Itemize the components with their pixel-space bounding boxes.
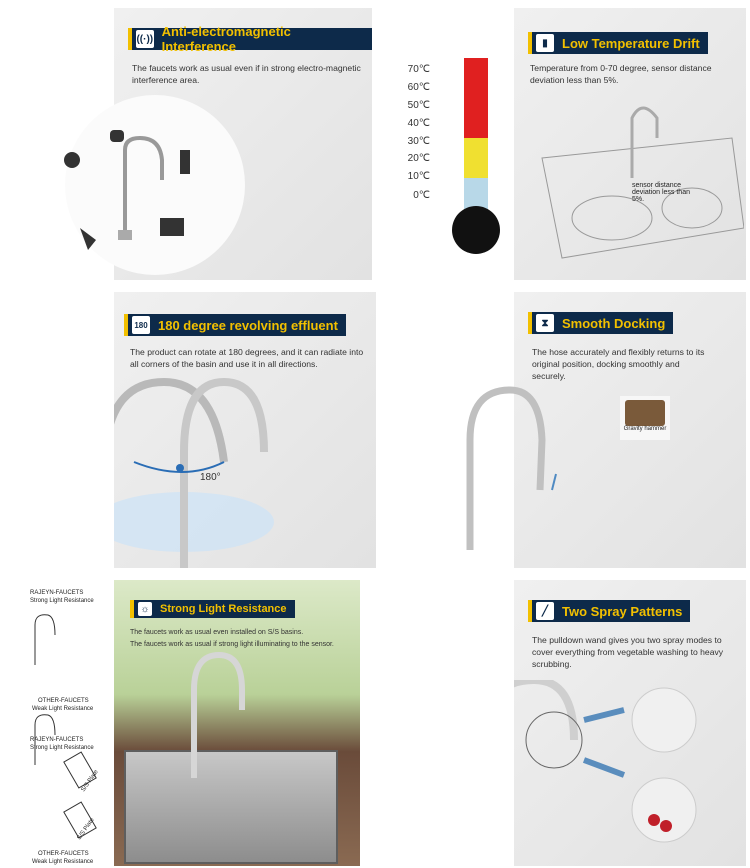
thermometer <box>446 58 502 258</box>
comparison-label-c: Strong Light Resistance <box>30 745 94 751</box>
low-temp-title: Low Temperature Drift <box>562 35 700 51</box>
low-temp-desc: Temperature from 0-70 degree, sensor distance deviation less than 5%. <box>530 63 712 85</box>
anti-em-illustration <box>50 90 250 275</box>
rotate-icon: 180 <box>132 316 150 334</box>
scale-label: 70℃ <box>407 64 430 75</box>
thermometer-icon: ▮ <box>536 34 554 52</box>
comparison-label-d: Weak Light Resistance <box>32 859 94 865</box>
docking-title: Smooth Docking <box>562 315 666 331</box>
angle-label: 180° <box>200 472 221 483</box>
revolving-desc: The product can rotate at 180 degrees, and it can radiate into all corners of the basin and use it in all directions. <box>130 347 364 369</box>
scale-label: 30℃ <box>407 136 430 147</box>
anti-em-desc: The faucets work as usual even if in strong electro-magnetic interference area. <box>132 63 361 85</box>
sink-annotation: sensor distance deviation less than 5%. <box>632 182 690 203</box>
revolving-illustration <box>114 372 376 568</box>
banner-docking <box>528 312 673 334</box>
banner-low-temp <box>528 32 708 54</box>
revolving-title: 180 degree revolving effluent <box>158 317 338 333</box>
hourglass-icon: ⧗ <box>536 314 554 332</box>
anti-em-title: Anti-electromagnetic Interference <box>161 24 291 54</box>
scale-label: 20℃ <box>407 153 430 164</box>
comparison-brand-a: RAJEYN-FAUCETS <box>30 590 84 596</box>
light-faucet <box>174 650 254 780</box>
spray-desc: The pulldown wand gives you two spray modes to cover everything from vegetable washing to heavy scrubbing. <box>532 635 724 669</box>
comparison-drawings <box>20 605 110 845</box>
banner-light <box>130 600 295 618</box>
comparison-brand-b: OTHER-FAUCETS <box>38 698 89 704</box>
gravity-inset <box>620 396 670 440</box>
scale-label: 50℃ <box>407 100 430 111</box>
panel-light <box>114 580 360 866</box>
plate-label: S/S Plate <box>80 769 100 794</box>
sun-icon: ☼ <box>138 602 152 616</box>
banner-revolving <box>124 314 346 336</box>
scale-label: 10℃ <box>407 171 430 182</box>
light-desc-1: The faucets work as usual even installed on S/S basins. <box>130 629 304 636</box>
spray-icon: ╱ <box>536 602 554 620</box>
banner-spray <box>528 600 690 622</box>
comparison-brand-d: OTHER-FAUCETS <box>38 851 89 857</box>
signal-icon: ((·)) <box>136 30 154 48</box>
comparison-label-b: Weak Light Resistance <box>32 706 94 712</box>
inset-graphic <box>625 400 665 426</box>
panel-spray <box>514 580 746 866</box>
panel-low-temp <box>514 8 746 280</box>
docking-faucet <box>460 380 570 560</box>
light-desc-2: The faucets work as usual if strong light illuminating to the sensor. <box>130 641 334 648</box>
spray-illustration <box>514 680 746 866</box>
panel-revolving <box>114 292 376 568</box>
comparison-label-a: Strong Light Resistance <box>30 598 94 604</box>
spray-title: Two Spray Patterns <box>562 603 683 619</box>
inset-label: Gravity hammer <box>623 426 667 432</box>
banner-anti-em <box>128 24 372 54</box>
docking-desc: The hose accurately and flexibly returns to its original position, docking smoothly and securely. <box>532 347 705 381</box>
scale-label: 60℃ <box>407 82 430 93</box>
plate-label: S/S Plate <box>76 817 96 842</box>
scale-label: 0℃ <box>413 190 430 201</box>
light-title: Strong Light Resistance <box>160 603 287 615</box>
scale-label: 40℃ <box>407 118 430 129</box>
comparison-brand-c: RAJEYN-FAUCETS <box>30 737 84 743</box>
